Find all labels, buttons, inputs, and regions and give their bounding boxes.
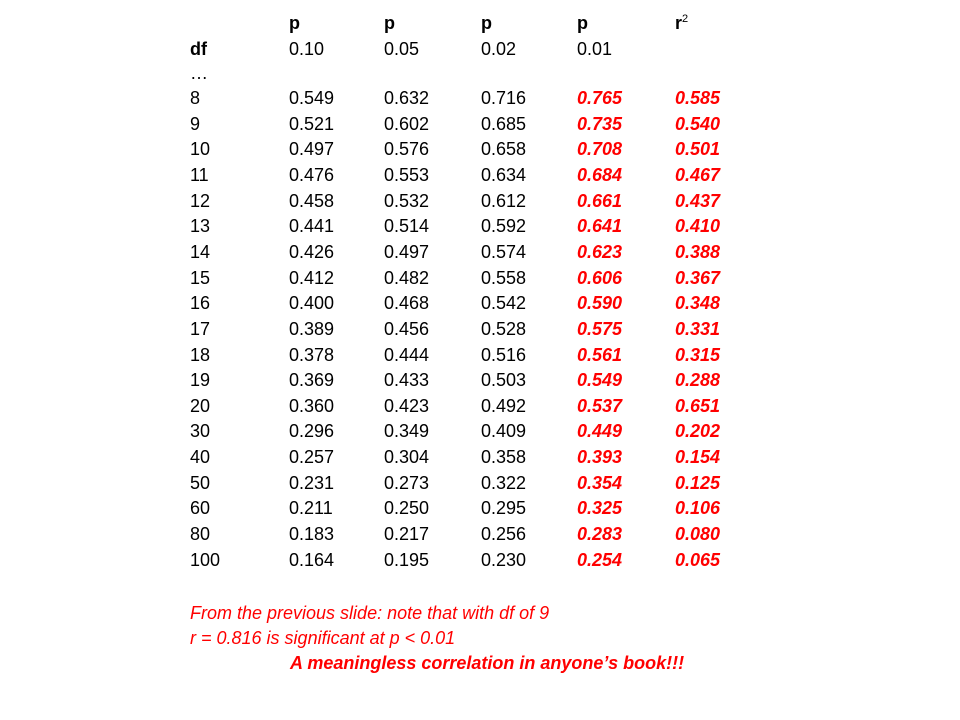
table-cell-critical-value: 0.532 [384, 191, 430, 211]
table-row-df: 13 [190, 216, 211, 236]
table-cell-critical-value: 0.456 [384, 319, 430, 339]
table-cell-critical-value: 0.369 [289, 370, 335, 390]
table-cell-critical-value: 0.553 [384, 165, 430, 185]
table-cell-r-squared: 0.154 [675, 447, 721, 467]
table-cell-r-squared: 0.288 [675, 370, 721, 390]
header-p-label: p [384, 13, 395, 33]
table-cell-critical-value: 0.716 [481, 88, 527, 108]
header-alpha-value: 0.10 [289, 39, 325, 59]
table-cell-critical-value: 0.549 [289, 88, 335, 108]
note-line-2: r = 0.816 is significant at p < 0.01 [190, 628, 456, 648]
table-cell-critical-value: 0.423 [384, 396, 430, 416]
table-cell-critical-value: 0.183 [289, 524, 335, 544]
table-cell-critical-value: 0.433 [384, 370, 430, 390]
table-row-df: 60 [190, 498, 211, 518]
table-cell-critical-value: 0.658 [481, 139, 527, 159]
table-cell-r-squared: 0.388 [675, 242, 721, 262]
table-cell-critical-value: 0.661 [577, 191, 623, 211]
table-cell-r-squared: 0.106 [675, 498, 721, 518]
table-cell-critical-value: 0.217 [384, 524, 430, 544]
table-cell-critical-value: 0.592 [481, 216, 527, 236]
table-cell-critical-value: 0.378 [289, 345, 335, 365]
table-cell-critical-value: 0.458 [289, 191, 335, 211]
table-cell-critical-value: 0.482 [384, 268, 430, 288]
table-cell-critical-value: 0.735 [577, 114, 623, 134]
table-cell-critical-value: 0.468 [384, 293, 430, 313]
table-cell-r-squared: 0.065 [675, 550, 721, 570]
table-cell-critical-value: 0.283 [577, 524, 623, 544]
note-line-3: A meaningless correlation in anyone’s book!!! [290, 653, 685, 673]
table-cell-critical-value: 0.230 [481, 550, 527, 570]
table-cell-critical-value: 0.542 [481, 293, 527, 313]
table-cell-critical-value: 0.412 [289, 268, 335, 288]
header-alpha-value: 0.01 [577, 39, 613, 59]
table-cell-r-squared: 0.651 [675, 396, 721, 416]
table-cell-critical-value: 0.765 [577, 88, 623, 108]
table-cell-critical-value: 0.632 [384, 88, 430, 108]
table-row-df: 19 [190, 370, 211, 390]
table-row-df: 80 [190, 524, 211, 544]
header-alpha-value: 0.05 [384, 39, 420, 59]
table-cell-critical-value: 0.256 [481, 524, 527, 544]
table-row-df: 100 [190, 550, 221, 570]
table-cell-critical-value: 0.561 [577, 345, 623, 365]
table-cell-critical-value: 0.360 [289, 396, 335, 416]
table-cell-critical-value: 0.516 [481, 345, 527, 365]
table-cell-critical-value: 0.492 [481, 396, 527, 416]
table-cell-critical-value: 0.304 [384, 447, 430, 467]
table-cell-critical-value: 0.164 [289, 550, 335, 570]
table-cell-critical-value: 0.602 [384, 114, 430, 134]
table-cell-critical-value: 0.211 [289, 498, 333, 518]
table-cell-critical-value: 0.322 [481, 473, 527, 493]
table-cell-critical-value: 0.389 [289, 319, 335, 339]
header-alpha-value: 0.02 [481, 39, 517, 59]
table-cell-critical-value: 0.606 [577, 268, 623, 288]
header-r-squared [675, 12, 688, 34]
table-cell-critical-value: 0.590 [577, 293, 623, 313]
note-line-1: From the previous slide: note that with df of 9 [190, 603, 550, 623]
table-cell-critical-value: 0.708 [577, 139, 623, 159]
table-ellipsis: … [190, 63, 208, 83]
table-cell-r-squared: 0.202 [675, 421, 721, 441]
table-cell-critical-value: 0.254 [577, 550, 623, 570]
table-cell-critical-value: 0.574 [481, 242, 527, 262]
table-row-df: 18 [190, 345, 211, 365]
table-cell-critical-value: 0.409 [481, 421, 527, 441]
table-row-df: 50 [190, 473, 211, 493]
table-cell-critical-value: 0.441 [289, 216, 335, 236]
table-cell-critical-value: 0.349 [384, 421, 430, 441]
table-cell-critical-value: 0.537 [577, 396, 623, 416]
table-cell-critical-value: 0.558 [481, 268, 527, 288]
table-cell-critical-value: 0.449 [577, 421, 623, 441]
table-cell-critical-value: 0.295 [481, 498, 527, 518]
table-cell-r-squared: 0.410 [675, 216, 721, 236]
table-row-df: 14 [190, 242, 211, 262]
table-cell-critical-value: 0.393 [577, 447, 623, 467]
table-cell-critical-value: 0.684 [577, 165, 623, 185]
table-cell-critical-value: 0.400 [289, 293, 335, 313]
table-cell-critical-value: 0.231 [289, 473, 335, 493]
r-squared-base: r [675, 13, 683, 33]
table-cell-critical-value: 0.634 [481, 165, 527, 185]
table-row-df: 17 [190, 319, 211, 339]
table-row-df: 30 [190, 421, 211, 441]
table-cell-r-squared: 0.501 [675, 139, 721, 159]
table-cell-r-squared: 0.540 [675, 114, 721, 134]
table-cell-critical-value: 0.358 [481, 447, 527, 467]
table-row-df: 9 [190, 114, 201, 134]
table-cell-critical-value: 0.426 [289, 242, 335, 262]
table-cell-r-squared: 0.467 [675, 165, 721, 185]
table-row-df: 8 [190, 88, 201, 108]
table-cell-r-squared: 0.315 [675, 345, 721, 365]
table-cell-critical-value: 0.273 [384, 473, 430, 493]
table-cell-critical-value: 0.521 [289, 114, 335, 134]
header-df-label: df [190, 39, 207, 59]
table-cell-critical-value: 0.354 [577, 473, 623, 493]
table-cell-critical-value: 0.641 [577, 216, 623, 236]
table-cell-critical-value: 0.296 [289, 421, 335, 441]
table-cell-critical-value: 0.497 [384, 242, 430, 262]
table-cell-critical-value: 0.528 [481, 319, 527, 339]
table-cell-r-squared: 0.437 [675, 191, 721, 211]
table-cell-critical-value: 0.503 [481, 370, 527, 390]
header-p-label: p [289, 13, 300, 33]
table-cell-critical-value: 0.623 [577, 242, 623, 262]
table-row-df: 16 [190, 293, 211, 313]
header-p-label: p [481, 13, 492, 33]
table-cell-critical-value: 0.257 [289, 447, 335, 467]
table-cell-critical-value: 0.612 [481, 191, 527, 211]
table-cell-r-squared: 0.331 [675, 319, 721, 339]
table-cell-critical-value: 0.576 [384, 139, 430, 159]
table-row-df: 15 [190, 268, 211, 288]
table-cell-critical-value: 0.685 [481, 114, 527, 134]
table-cell-r-squared: 0.080 [675, 524, 721, 544]
table-cell-r-squared: 0.367 [675, 268, 721, 288]
r-squared-exponent: 2 [682, 13, 689, 25]
table-row-df: 20 [190, 396, 211, 416]
table-cell-r-squared: 0.348 [675, 293, 721, 313]
table-cell-critical-value: 0.444 [384, 345, 430, 365]
table-row-df: 10 [190, 139, 211, 159]
table-cell-r-squared: 0.125 [675, 473, 721, 493]
table-cell-critical-value: 0.325 [577, 498, 623, 518]
table-cell-critical-value: 0.514 [384, 216, 430, 236]
table-cell-critical-value: 0.575 [577, 319, 623, 339]
table-cell-critical-value: 0.549 [577, 370, 623, 390]
table-row-df: 11 [190, 165, 209, 185]
table-row-df: 12 [190, 191, 211, 211]
table-cell-critical-value: 0.476 [289, 165, 335, 185]
table-cell-r-squared: 0.585 [675, 88, 721, 108]
header-p-label: p [577, 13, 588, 33]
table-cell-critical-value: 0.497 [289, 139, 335, 159]
table-cell-critical-value: 0.250 [384, 498, 430, 518]
table-row-df: 40 [190, 447, 211, 467]
table-cell-critical-value: 0.195 [384, 550, 430, 570]
